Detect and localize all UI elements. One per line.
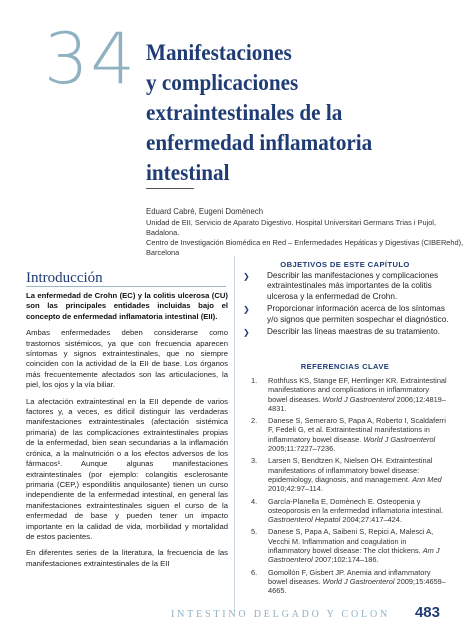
affiliation: Centro de Investigación Biomédica en Red – Enfermedades Hepáticas y Digestivas (CIBERehd), Barcelona bbox=[146, 238, 464, 257]
affiliation: Unidad de EII, Servicio de Aparato Digestivo. Hospital Universitari Germans Trias i Pujol, Badalona. bbox=[146, 218, 437, 237]
title-line: enfermedad inflamatoria bbox=[146, 130, 373, 155]
section-heading-introduccion: Introducción bbox=[26, 270, 103, 286]
title-line: Manifestaciones bbox=[146, 40, 292, 65]
objective-item: ❯ Describir las líneas maestras de su tratamiento. bbox=[243, 327, 440, 338]
chevron-right-icon: ❯ bbox=[243, 272, 250, 281]
section-divider bbox=[26, 286, 226, 287]
page-number: 483 bbox=[414, 604, 440, 621]
references-list bbox=[243, 376, 449, 599]
paragraph: La afectación extraintestinal en la EII depende de varios factores y, a veces, es difícil distinguir las verdaderas manifestaciones extraintestinales (afectación sistémica primaria) de las complicaciones extraintestinales propias de la enfermedad, bien sean secundarias a la inflamación crónica, a la malnutrición o a los efectos adversos de los fármacos¹. Aunque algunas manifestaciones extraintestinales (por ejemplo: colangitis esclerosante primaria (CEP,) espondilitis anquilosante) tienen un curso independiente de la enfermedad intestinal, en general las manifestaciones extraintestinales siguen el curso de la enfermedad de base y pueden tener un impacto importante en la calidad de vida, morbilidad y mortalidad de estos pacientes. bbox=[26, 396, 228, 541]
objectives-list bbox=[243, 271, 449, 339]
objectives-heading: OBJETIVOS DE ESTE CAPÍTULO bbox=[280, 260, 410, 269]
objective-item: ❯ Proporcionar información acerca de los síntomas y/o signos que permiten sospechar el diagnóstico. bbox=[243, 304, 449, 324]
title-line: intestinal bbox=[146, 160, 230, 185]
title-line: y complicaciones bbox=[146, 70, 299, 95]
chapter-title bbox=[146, 38, 440, 188]
reference-item: 4. García-Planella E, Domènech E. Osteopenia y osteoporosis en la enfermedad inflamatoria intestinal. Gastroenterol Hepatol 2004;27:417–424. bbox=[251, 496, 444, 525]
authors-block bbox=[146, 207, 466, 258]
objective-item: ❯ Describir las manifestaciones y complicaciones extraintestinales más importantes de la colitis ulcerosa y la enfermedad de Crohn. bbox=[243, 271, 439, 301]
title-line: extraintestinales de la bbox=[146, 100, 343, 125]
paragraph: La enfermedad de Crohn (EC) y la colitis ulcerosa (CU) son las principales entidades incluidas bajo el concepto de enfermedad inflamatoria intestinal (EII). bbox=[26, 291, 228, 321]
reference-item: 1. Rothfuss KS, Stange EF, Herrlinger KR. Extraintestinal manifestations and complications in inflammatory bowel diseases. World J Gastroenterol 2006;12:4819–4831. bbox=[251, 376, 447, 413]
references-heading: REFERENCIAS CLAVE bbox=[300, 362, 390, 371]
chevron-right-icon: ❯ bbox=[243, 305, 250, 315]
reference-item: 5. Danese S, Papa A, Saibeni S, Repici A, Malesci A, Vecchi M. Inflammation and coagulation in inflammatory bowel disease: The clot thickens. Am J Gastroenterol 2007;102:174–186. bbox=[251, 527, 440, 565]
sidebar-box bbox=[234, 256, 454, 612]
reference-item: 3. Larsen S, Bendtzen K, Nielsen OH. Extraintestinal manifestations of inflammatory bowel disease: epidemiology, diagnosis, and management. Ann Med 2010;42:97–114. bbox=[251, 456, 442, 494]
chapter-number: 34 bbox=[44, 18, 138, 100]
reference-item: 2. Danese S, Semeraro S, Papa A, Roberto I, Scaldaferri F, Fedeli G, et al. Extraintestinal manifestations in inflammatory bowel disease. World J Gastroenterol 2005;11:7227–7236. bbox=[251, 416, 446, 454]
footer-section-title: INTESTINO DELGADO Y COLON bbox=[171, 609, 390, 620]
chevron-right-icon: ❯ bbox=[243, 328, 250, 338]
paragraph: En diferentes series de la literatura, la frecuencia de las manifestaciones extraintestinales de la EII bbox=[26, 548, 228, 568]
title-divider bbox=[146, 188, 194, 189]
author-names: Eduard Cabré, Eugeni Domènech bbox=[146, 207, 264, 216]
reference-item: 6. Gomollón F, Gisbert JP. Anemia and inflammatory bowel diseases. World J Gastroenterol 2009;15:4659–4665. bbox=[251, 567, 446, 596]
body-column bbox=[26, 291, 228, 575]
paragraph: Ambas enfermedades deben considerarse como trastornos sistémicos, ya que con frecuencia aparecen síntomas y signos extraintestinales, que no siempre coinciden con la actividad de la EII de base. Los órganos más frecuentemente afectados son las articulaciones, la piel, los ojos y la vía biliar. bbox=[26, 328, 228, 390]
